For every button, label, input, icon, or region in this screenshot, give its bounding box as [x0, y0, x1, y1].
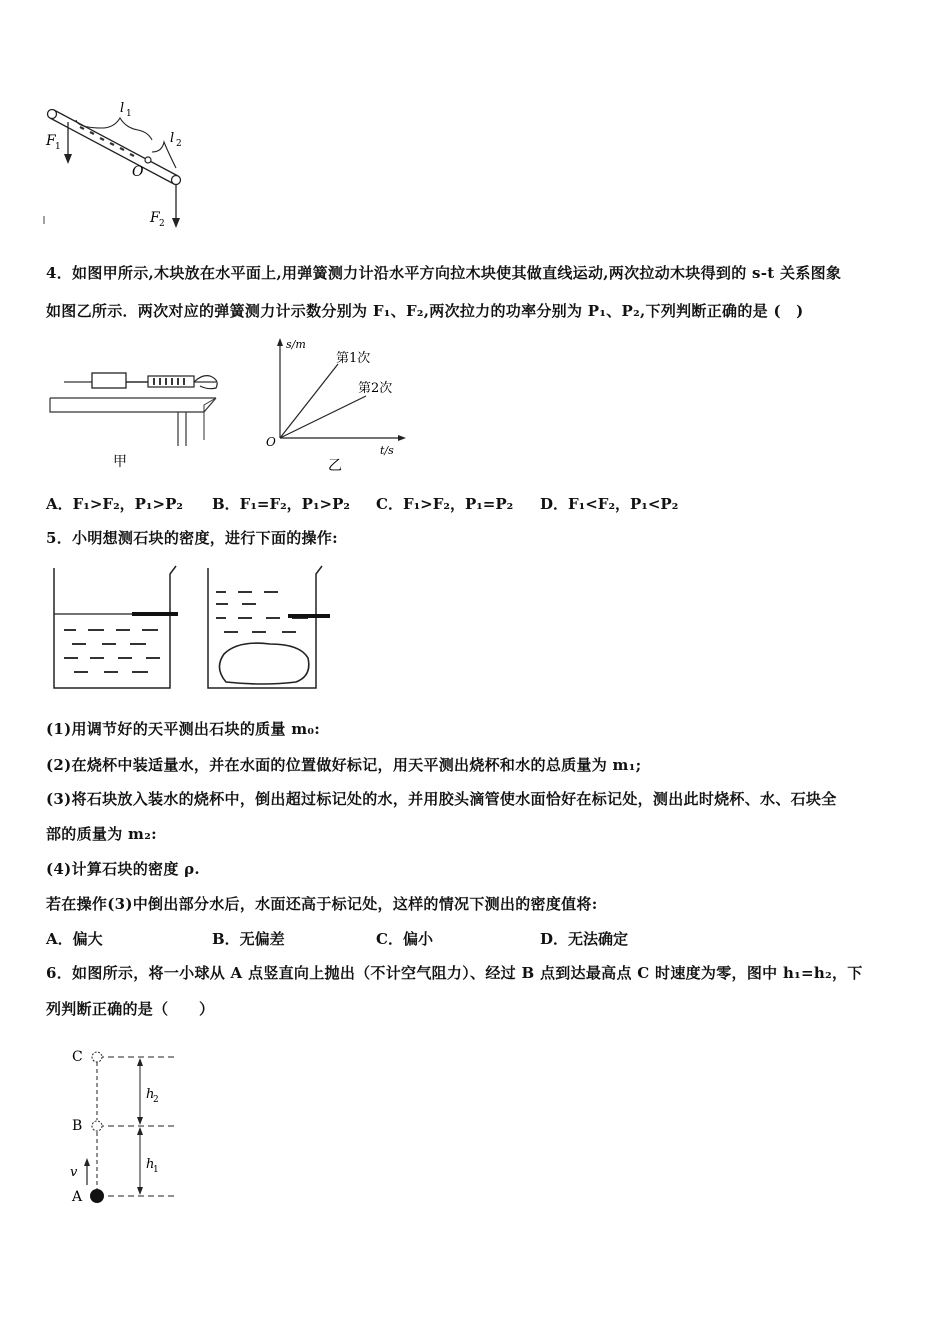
- q4-stem-line1: 4．如图甲所示,木块放在水平面上,用弹簧测力计沿水平方向拉木块使其做直线运动,两次拉动木块得到的 s-t 关系图象: [46, 264, 842, 282]
- y-axis-label: s/m: [286, 338, 306, 351]
- q4-option-b[interactable]: B．F₁=F₂，P₁>P₂: [212, 495, 350, 513]
- lever-figure: [40, 98, 200, 238]
- ball-point-b: [92, 1121, 102, 1131]
- caption-yi: 乙: [328, 458, 342, 474]
- label-a: A: [72, 1189, 83, 1205]
- ball-throw-figure: [62, 1040, 192, 1210]
- series-line-2: [280, 396, 366, 438]
- stone: [219, 643, 308, 684]
- force-arrow-f2: [172, 184, 180, 228]
- figure-jia-table: [44, 360, 234, 475]
- q5-stem: 5．小明想测石块的密度，进行下面的操作:: [46, 529, 338, 547]
- label-f1-sub: 1: [55, 142, 61, 152]
- series-label-2: 第2次: [358, 381, 393, 396]
- label-h1: h: [146, 1157, 155, 1172]
- q4-stem-line2: 如图乙所示．两次对应的弹簧测力计示数分别为 F₁、F₂,两次拉力的功率分别为 P₁、P₂,下列判断正确的是 ( ): [46, 302, 804, 320]
- series-line-1: [280, 364, 338, 438]
- x-axis-label: t/s: [380, 444, 394, 457]
- dimension-h1: [137, 1127, 143, 1195]
- label-l2-sub: 2: [176, 139, 182, 149]
- q5-option-b[interactable]: B．无偏差: [212, 930, 285, 948]
- series-label-1: 第1次: [336, 351, 371, 366]
- ball-point-c: [92, 1052, 102, 1062]
- q5-question: 若在操作(3)中倒出部分水后，水面还高于标记处，这样的情况下测出的密度值将:: [46, 895, 598, 913]
- q5-step-4: (4)计算石块的密度 ρ.: [46, 860, 200, 878]
- label-b: B: [72, 1118, 83, 1134]
- wood-block: [92, 373, 126, 388]
- label-c: C: [72, 1049, 83, 1065]
- q5-step-3-line2: 部的质量为 m₂:: [46, 825, 157, 843]
- q4-option-d[interactable]: D．F₁<F₂，P₁<P₂: [540, 495, 679, 513]
- q5-step-1: (1)用调节好的天平测出石块的质量 m₀:: [46, 720, 321, 738]
- label-f2: F: [150, 210, 160, 226]
- pivot-point: [145, 157, 151, 163]
- label-l2: l: [170, 131, 175, 146]
- q5-step-2: (2)在烧杯中装适量水，并在水面的位置做好标记，用天平测出烧杯和水的总质量为 m₁;: [46, 756, 642, 774]
- figure-yi-st-graph: [262, 336, 412, 476]
- q5-step-3-line1: (3)将石块放入装水的烧杯中，倒出超过标记处的水，并用胶头滴管使水面恰好在标记处，测出此时烧杯、水、石块全: [46, 790, 837, 808]
- force-arrow-f1: [64, 122, 72, 164]
- q4-option-a[interactable]: A．F₁>F₂，P₁>P₂: [46, 495, 183, 513]
- q6-stem-line2: 列判断正确的是（ ）: [46, 1000, 215, 1018]
- label-f2-sub: 2: [159, 219, 165, 229]
- q6-stem-line1: 6．如图所示，将一小球从 A 点竖直向上抛出（不计空气阻力）、经过 B 点到达最高点 C 时速度为零，图中 h₁=h₂，下: [46, 964, 863, 982]
- dimension-h2: [137, 1058, 143, 1125]
- q5-option-d[interactable]: D．无法确定: [540, 930, 629, 948]
- ball-point-a: [90, 1189, 104, 1203]
- label-o: O: [132, 164, 144, 180]
- label-l1-sub: 1: [126, 109, 132, 119]
- label-h2: h: [146, 1087, 155, 1102]
- velocity-arrow: [84, 1158, 90, 1185]
- origin-label: O: [266, 435, 276, 449]
- caption-jia: 甲: [113, 454, 127, 470]
- brace-l1: [76, 118, 152, 140]
- q5-option-a[interactable]: A．偏大: [46, 930, 103, 948]
- q4-option-c[interactable]: C．F₁>F₂，P₁=P₂: [376, 495, 514, 513]
- label-h1-sub: 1: [153, 1165, 159, 1175]
- label-h2-sub: 2: [153, 1095, 159, 1105]
- label-l1: l: [120, 101, 125, 116]
- label-f1: F: [46, 133, 56, 149]
- q5-option-c[interactable]: C．偏小: [376, 930, 433, 948]
- label-v: v: [70, 1165, 78, 1180]
- beaker-with-stone: [204, 564, 332, 692]
- beaker-before: [50, 564, 180, 692]
